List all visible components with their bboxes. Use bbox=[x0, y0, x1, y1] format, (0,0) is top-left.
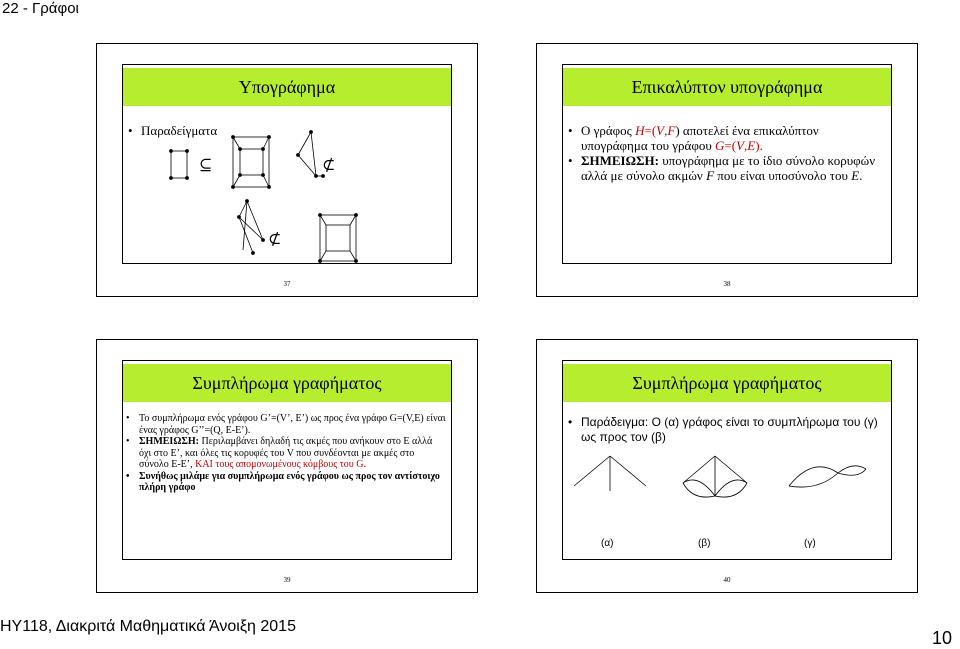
slide-39 bbox=[96, 339, 478, 593]
course-footer: ΗΥ118, Διακριτά Μαθηματικά Άνοιξη 2015 bbox=[0, 618, 296, 635]
complement-graphs bbox=[563, 361, 893, 561]
slide-title: Υπογράφημα bbox=[123, 68, 451, 106]
slide-frame bbox=[122, 64, 452, 264]
slide-40 bbox=[536, 339, 918, 593]
not-subset-symbol-2: ⊄ bbox=[268, 229, 282, 248]
slide-frame bbox=[562, 360, 892, 560]
page-header: 22 - Γράφοι bbox=[2, 0, 79, 17]
label-c: (γ) bbox=[804, 538, 816, 549]
slide-frame bbox=[122, 360, 452, 560]
page-number: 10 bbox=[931, 628, 952, 648]
subset-symbol: ⊆ bbox=[199, 155, 213, 174]
subgraph-diagrams bbox=[123, 65, 453, 265]
label-a: (α) bbox=[601, 538, 614, 549]
slide-number: 37 bbox=[283, 280, 291, 288]
label-b: (β) bbox=[698, 538, 711, 549]
bullet-examples: • Παραδείγματα bbox=[128, 123, 217, 139]
slide-number: 38 bbox=[723, 280, 731, 288]
slide-number: 39 bbox=[283, 576, 291, 584]
not-subset-symbol: ⊄ bbox=[322, 155, 336, 174]
slide-37 bbox=[96, 43, 478, 297]
bullet-example: • Παράδειγμα: Ο (α) γράφος είναι το συμπλήρωμα του (γ) ως προς τον (β) bbox=[568, 415, 878, 445]
bullet-complement-definition: • Το συμπλήρωμα ενός γράφου G’=(V’, E’) ως προς ένα γράφο G=(V,E) είναι ένας γράφος G’’=(Q, E-E’). bbox=[126, 413, 446, 436]
slide-title: Επικαλύπτον υπογράφημα bbox=[563, 68, 891, 106]
bullet-complement-usage: • Συνήθως μιλάμε για συμπλήρωμα ενός γράφου ως προς τον αντίστοιχο πλήρη γράφο bbox=[126, 471, 446, 494]
bullet-spanning-note: • ΣΗΜΕΙΩΣΗ: υπογράφημα με το ίδιο σύνολο κορυφών αλλά με σύνολο ακμών F που είναι υποσύνολο του E. bbox=[568, 153, 878, 183]
slide-frame bbox=[562, 64, 892, 264]
slide-number: 40 bbox=[723, 576, 731, 584]
slide-title: Συμπλήρωμα γραφήματος bbox=[123, 364, 451, 402]
slide-38 bbox=[536, 43, 918, 297]
bullet-spanning-definition: • Ο γράφος H=(V,F) αποτελεί ένα επικαλύπτον υπογράφημα του γράφου G=(V,E). bbox=[568, 123, 878, 153]
bullet-complement-note: • ΣΗΜΕΙΩΣΗ: Περιλαμβάνει δηλαδή τις ακμές που ανήκουν στο Ε αλλά όχι στο Ε’, και όλες τις κορυφές του V που συνδέονται με ακμές στο σύνολο Ε-Ε’, ΚΑΙ τους απομονωμένους κόμβους του G. bbox=[126, 436, 446, 471]
slide-title: Συμπλήρωμα γραφήματος bbox=[563, 364, 891, 402]
